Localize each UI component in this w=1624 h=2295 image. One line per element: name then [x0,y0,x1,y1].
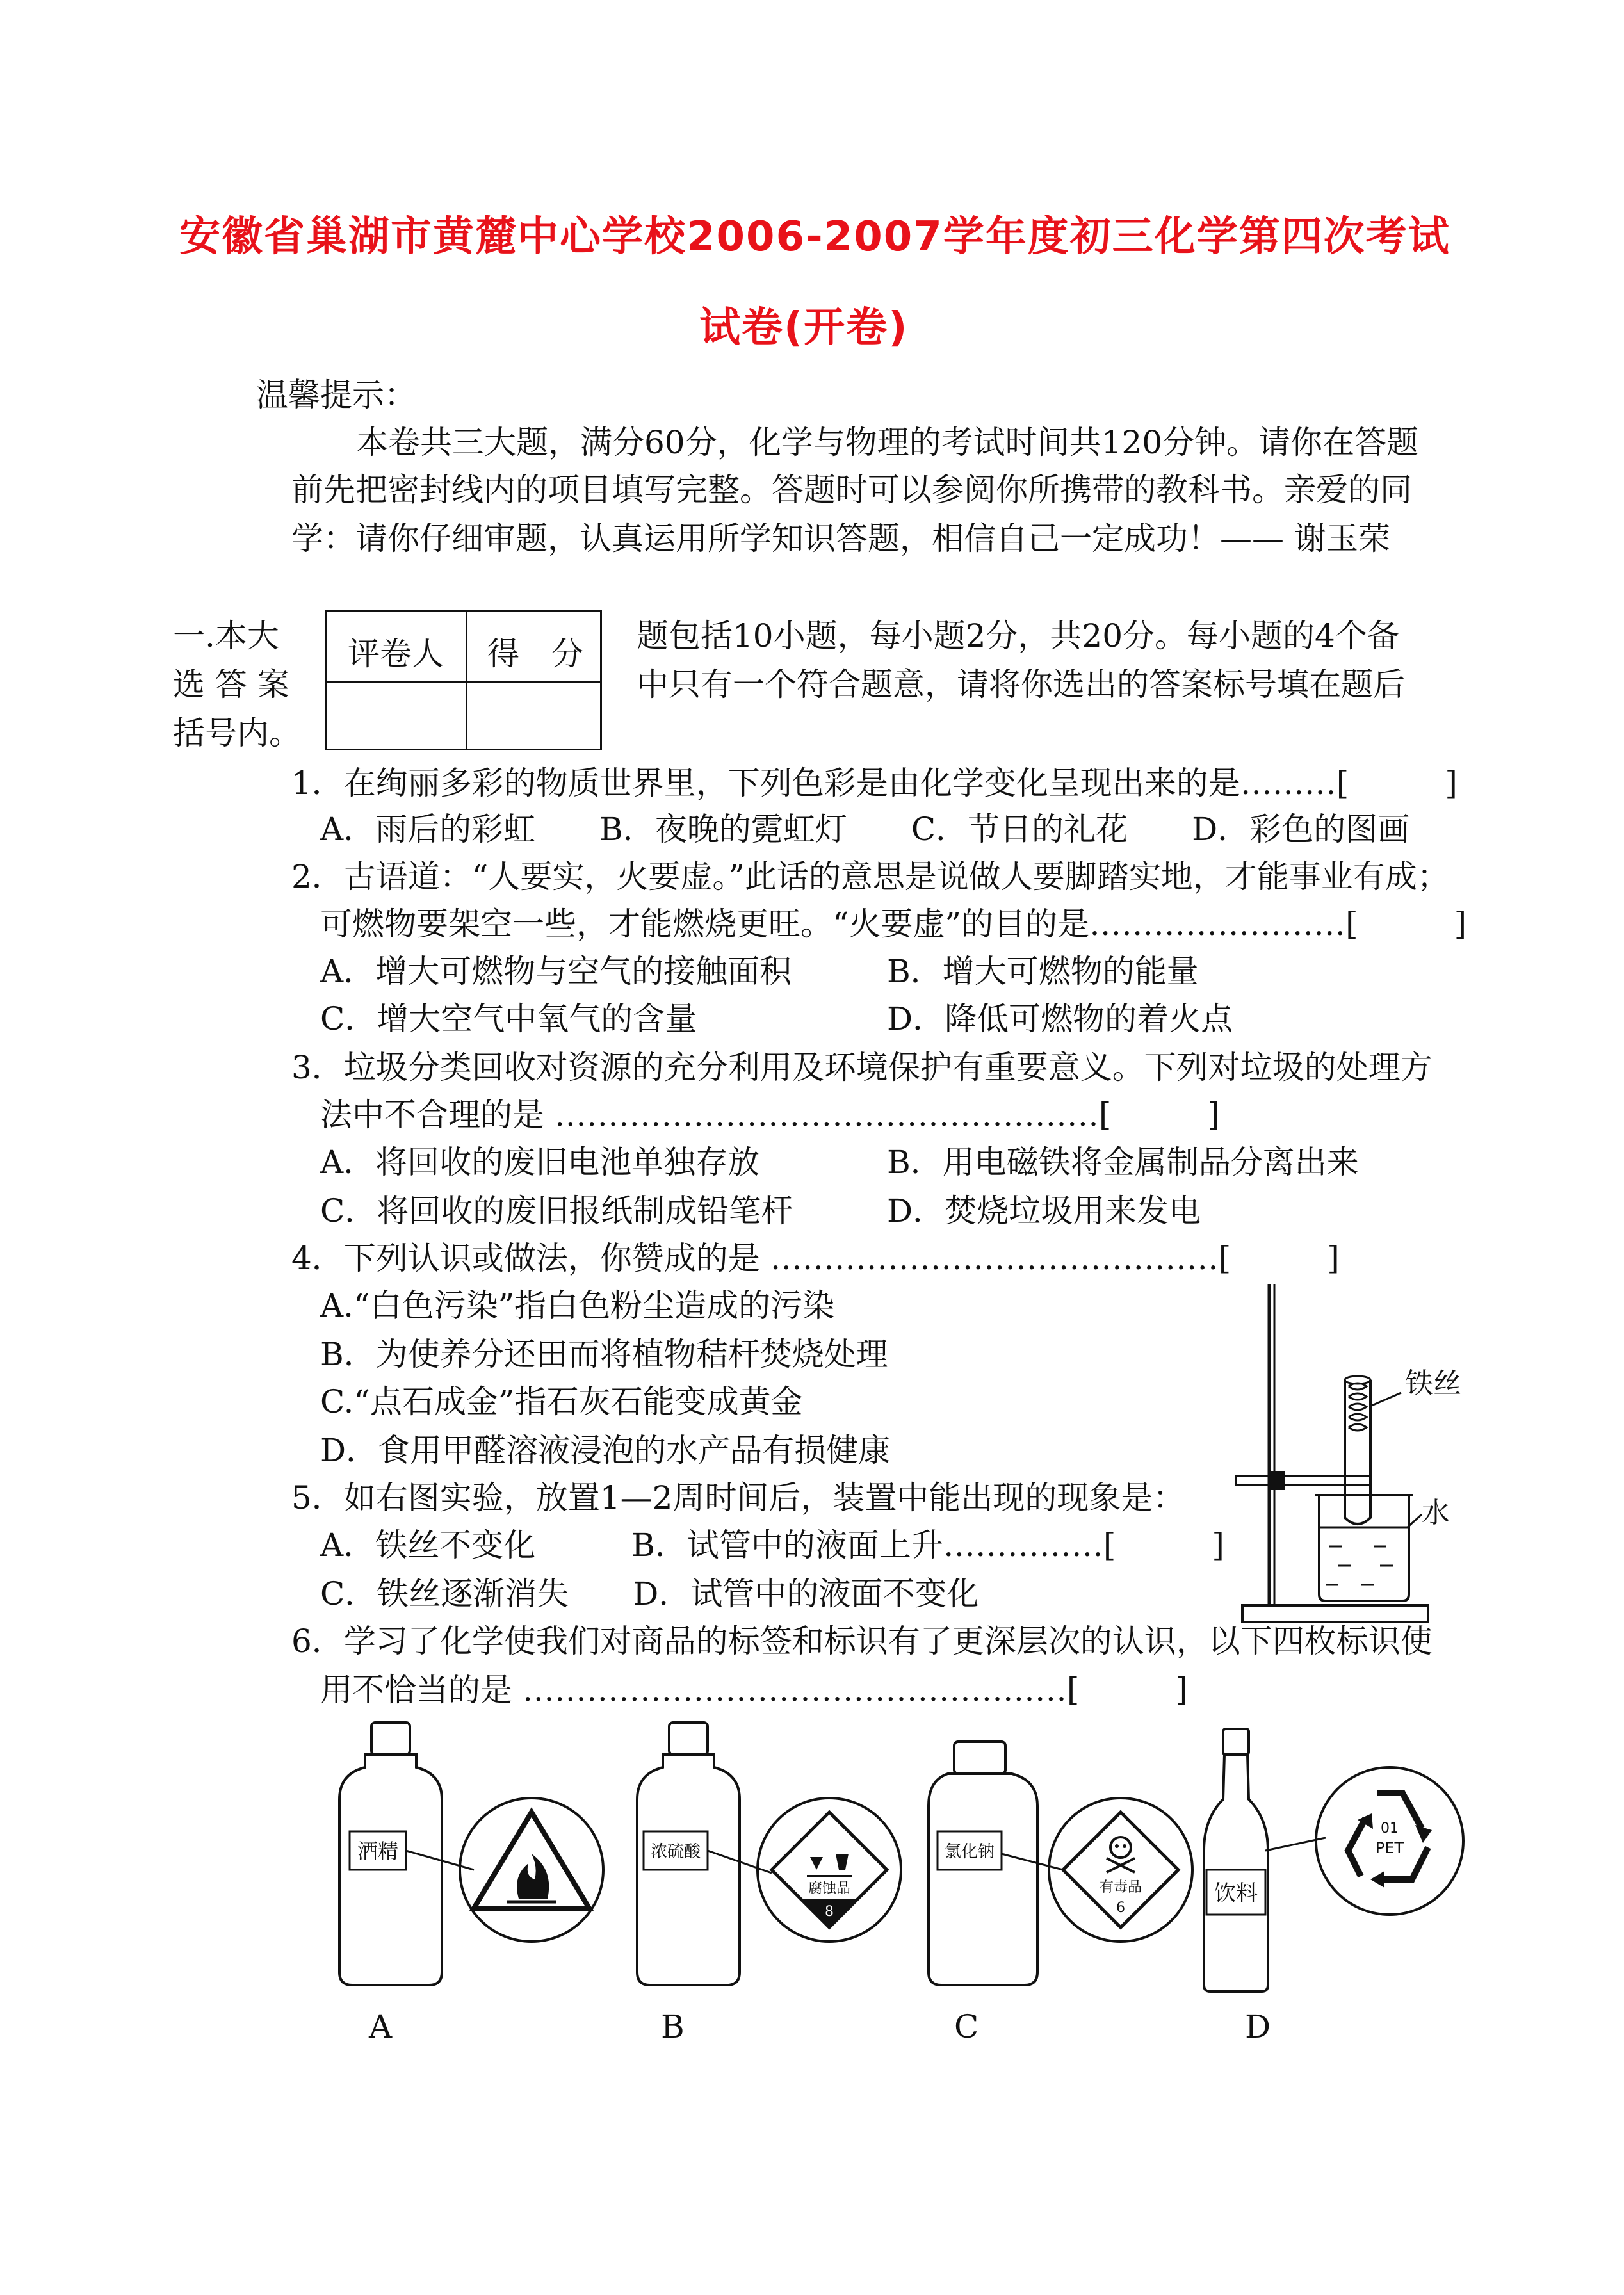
q1-stem: 1．在绚丽多彩的物质世界里，下列色彩是由化学变化呈现出来的是………[ ] [291,765,1458,802]
q5-options-line-1: A．铁丝不变化 B．试管中的液面上升……………[ ] [320,1527,1224,1564]
q2-stem-2: 可燃物要架空一些，才能燃烧更旺。“火要虚”的目的是……………………[ ] [320,905,1467,943]
corrosive-icon [807,1854,852,1876]
notice-line-1: 本卷共三大题，满分60分，化学与物理的考试时间共120分钟。请你在答题 [356,424,1419,461]
q2-option-b: B．增大可燃物的能量 [887,953,1199,990]
score-table-score: 得 分 [487,635,583,672]
toxic-icon [1107,1837,1135,1872]
q6-stem: 6．学习了化学使我们对商品的标签和标识有了更深层次的认识，以下四枚标识使 [291,1623,1433,1660]
q4-option-c: C.“点石成金”指石灰石能变成黄金 [320,1383,803,1420]
bottle-c-figure [916,1716,1198,1998]
score-table-grader: 评卷人 [348,635,444,672]
q3-stem-2: 法中不合理的是 ……………………………………………[ ] [320,1096,1220,1133]
bottle-d-figure [1198,1723,1479,2004]
bottle-d-label: 饮料 [1214,1881,1258,1906]
notice-label: 温馨提示： [256,377,416,414]
bottle-b-figure [624,1716,906,1998]
q4-option-b: B．为使养分还田而将植物秸杆焚烧处理 [320,1336,888,1373]
q1-options: A．雨后的彩虹 B．夜晚的霓虹灯 C．节日的礼花 D．彩色的图画 [320,811,1410,848]
page-title: 安徽省巢湖市黄麓中心学校2006-2007学年度初三化学第四次考试 [179,213,1450,261]
notice-line-2: 前先把密封线内的项目填写完整。答题时可以参阅你所携带的教科书。亲爱的同 [291,471,1412,508]
iron-wire-apparatus-figure [1230,1271,1486,1630]
q4-option-a: A.“白色污染”指白色粉尘造成的污染 [320,1287,835,1324]
section1-right-2: 中只有一个符合题意，请将你选出的答案标号填在题后 [637,666,1405,703]
bottle-b-sign-text: 腐蚀品 [808,1881,851,1897]
score-input-cell[interactable] [467,683,602,750]
bottle-a-label: 酒精 [357,1839,399,1863]
q3-option-d: D．焚烧垃圾用来发电 [887,1192,1201,1229]
bottle-a-figure [327,1716,608,1998]
page-subtitle: 试卷(开卷) [699,304,909,352]
q2-option-d: D．降低可燃物的着火点 [887,1000,1233,1037]
q4-option-d: D．食用甲醛溶液浸泡的水产品有损健康 [320,1432,891,1469]
bottle-letter-d: D [1245,2008,1271,2045]
q2-option-c: C．增大空气中氧气的含量 [320,1000,697,1037]
flammable-icon [507,1854,556,1902]
notice-line-3: 学：请你仔细审题，认真运用所学知识答题，相信自己一定成功！—— 谢玉荣 [291,520,1390,557]
q5-stem: 5．如右图实验，放置1—2周时间后，装置中能出现的现象是： [291,1479,1185,1516]
section1-left-2: 选 答 案 [173,666,289,703]
q4-stem: 4．下列认识或做法，你赞成的是 ……………………………………[ ] [291,1240,1340,1277]
grader-input-cell[interactable] [327,683,464,750]
section1-right-1: 题包括10小题，每小题2分，共20分。每小题的4个备 [637,617,1399,654]
bottle-b-sign-number: 8 [825,1904,834,1920]
bottle-b-label: 浓硫酸 [650,1842,701,1861]
label-iron-wire: 铁丝 [1405,1367,1461,1400]
q3-option-a: A．将回收的废旧电池单独存放 [320,1144,760,1181]
bottle-d-sign-code: 01 [1381,1821,1399,1837]
q3-option-b: B．用电磁铁将金属制品分离出来 [887,1144,1359,1181]
bottle-c-sign-number: 6 [1116,1900,1125,1916]
q6-stem-2: 用不恰当的是 ……………………………………………[ ] [320,1671,1188,1708]
q2-option-a: A．增大可燃物与空气的接触面积 [320,953,792,990]
section1-left-1: 一.本大 [173,617,279,654]
section1-left-3: 括号内。 [173,715,301,752]
q5-options-line-2: C．铁丝逐渐消失 D．试管中的液面不变化 [320,1575,979,1612]
q3-stem: 3．垃圾分类回收对资源的充分利用及环境保护有重要意义。下列对垃圾的处理方 [291,1049,1433,1086]
bottle-letter-c: C [954,2008,979,2045]
score-table [325,610,602,750]
q2-stem: 2．古语道：“人要实，火要虚。”此话的意思是说做人要脚踏实地，才能事业有成； [291,858,1449,895]
bottle-c-label: 氯化钠 [944,1842,995,1861]
label-water: 水 [1422,1496,1450,1529]
bottle-letter-a: A [369,2008,393,2045]
bottle-letter-b: B [661,2008,685,2045]
bottle-c-sign-text: 有毒品 [1099,1879,1142,1895]
bottle-d-sign-text: PET [1375,1839,1404,1857]
q3-option-c: C．将回收的废旧报纸制成铅笔杆 [320,1192,793,1229]
